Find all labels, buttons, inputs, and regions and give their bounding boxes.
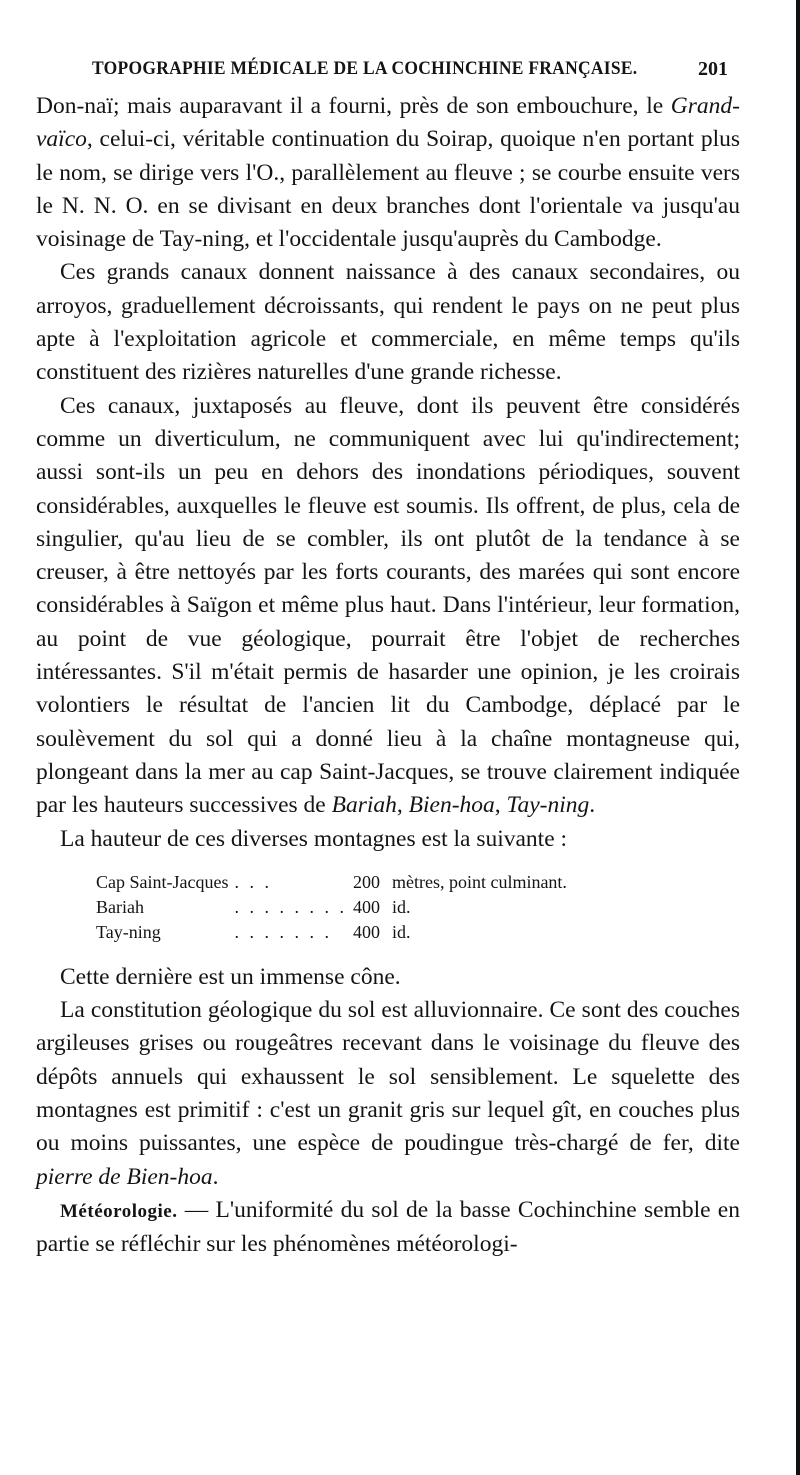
paragraph	[36, 256, 740, 389]
paragraph-text: La constitution géologique du sol est alluvionnaire. Ce sont des couches argileuses grises ou rougeâtres recevant dans le voisinage du fleuve des dépôts annuels qui exhaussent le sol sensiblement. Le squelette des montagnes est primitif : c'est un granit gris sur lequel gît, en couches plus ou moins puissantes, une espèce de poudingue très-chargé de fer, dite	[36, 997, 740, 1157]
place-cell: Tay-ning	[96, 921, 161, 942]
paragraph	[36, 994, 740, 1194]
paragraph-text: , celui-ci, véritable continuation du Soirap, quoique n'en portant plus le nom, se dirige vers l'O., parallèlement au fleuve ; se courbe ensuite vers le N. N. O. en se divisant en deux branches dont l'orientale va jusqu'au voisinage de Tay-ning, et l'occidentale jusqu'auprès du Cambodge.	[36, 126, 740, 253]
paragraph-continuation	[36, 90, 740, 256]
altitude-value: 200	[352, 871, 380, 892]
altitude-value: 400	[352, 921, 380, 942]
paragraph	[36, 823, 740, 856]
altitude-note: mètres, point culminant.	[391, 871, 567, 892]
leader-dots: . . . . . . .	[234, 921, 332, 942]
paragraph-text: .	[212, 1163, 219, 1190]
page-number: 201	[698, 58, 728, 80]
running-title: TOPOGRAPHIE MÉDICALE DE LA COCHINCHINE FRANÇAISE.	[92, 58, 638, 79]
paragraph	[36, 390, 740, 823]
paragraph-text: .	[589, 792, 596, 819]
italic-term: Bien-hoa	[408, 792, 495, 819]
italic-term: pierre de Bien-hoa	[36, 1163, 213, 1190]
page-header	[0, 58, 800, 90]
place-cell: Cap Saint-Jacques	[96, 871, 229, 892]
italic-term: Tay-ning	[506, 792, 590, 819]
table-row	[96, 895, 567, 920]
leader-dots: . . .	[234, 871, 272, 892]
italic-term: Bariah	[331, 792, 397, 819]
separator: ,	[494, 792, 507, 819]
altitude-note: id.	[391, 896, 411, 917]
paragraph-text: Cette dernière est un immense cône.	[60, 963, 401, 990]
section-heading: Météorologie.	[60, 1200, 178, 1222]
separator: ,	[396, 792, 409, 819]
altitude-table	[96, 870, 567, 945]
paragraph	[36, 1194, 740, 1262]
altitude-value: 400	[352, 896, 380, 917]
paragraph-text: La hauteur de ces diverses montagnes est la suivante :	[60, 825, 568, 852]
table-row	[96, 870, 567, 895]
paragraph-text: — L'uniformité du sol de la basse Cochinchine semble en partie se réfléchir sur les phénomènes météorologi-	[36, 1196, 740, 1258]
paragraph-text: Ces canaux, juxtaposés au fleuve, dont ils peuvent être considérés comme un diverticulum, ne communiquent avec lui qu'indirectement; aussi sont-ils un peu en dehors des inondations périodiques, souvent considérables, auxquelles le fleuve est soumis. Ils offrent, de plus, cela de singulier, qu'au lieu de se combler, ils ont plutôt de la tendance à se creuser, à être nettoyés par les forts courants, des marées qui sont encore considérables à Saïgon et même plus haut. Dans l'intérieur, leur formation, au point de vue géologique, pourrait être l'objet de recherches intéressantes. S'il m'était permis de hasarder une opinion, je les croirais volontiers le résultat de l'ancien lit du Cambodge, déplacé par le soulèvement du sol qui a donné lieu à la chaîne montagneuse qui, plongeant dans la mer au cap Saint-Jacques, se trouve clairement indiquée par les hauteurs successives de	[36, 392, 740, 819]
italic-term: Grand-vaïco	[36, 93, 740, 153]
paragraph-text: Ces grands canaux donnent naissance à des canaux secondaires, ou arroyos, graduellement décroissants, qui rendent le pays on ne peut plus apte à l'exploitation agricole et commerciale, en même temps qu'ils constituent des rizières naturelles d'une grande richesse.	[36, 259, 740, 386]
leader-dots: . . . . . . . .	[234, 896, 347, 917]
body-text	[36, 90, 740, 1262]
place-cell: Bariah	[96, 896, 144, 917]
table-row	[96, 920, 567, 945]
paragraph-text: Don-naï; mais auparavant il a fourni, près de son embouchure, le	[36, 93, 671, 119]
altitude-note: id.	[391, 921, 411, 942]
paragraph	[36, 961, 740, 994]
page-edge-border	[796, 0, 800, 1475]
